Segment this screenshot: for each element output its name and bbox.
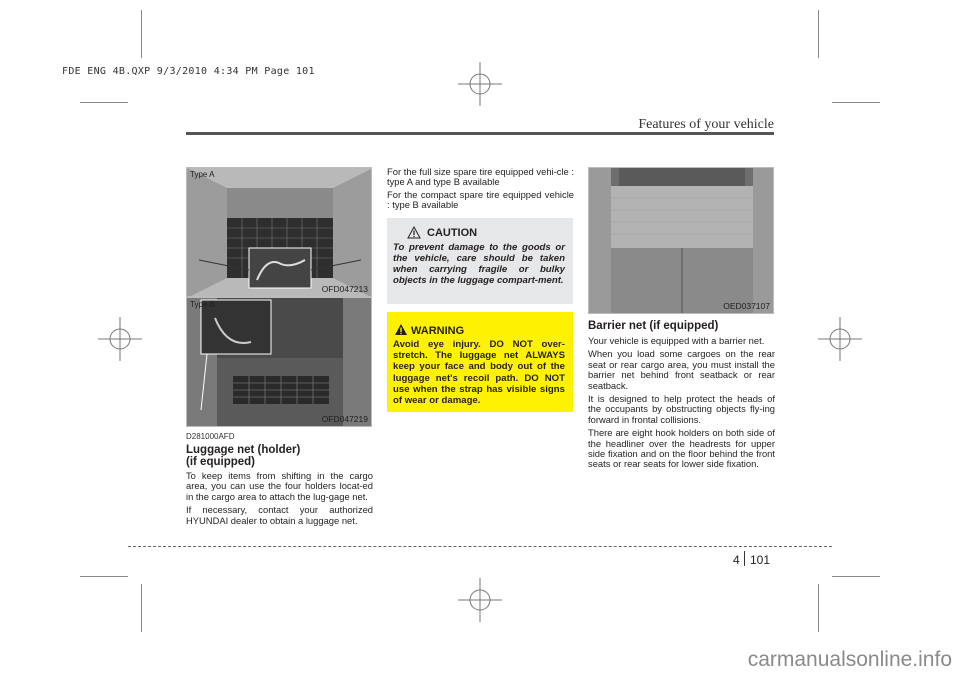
- luggage-net-body: [186, 471, 373, 526]
- luggage-net-ref-code: D281000AFD: [186, 432, 235, 441]
- luggage-net-heading-line1: Luggage net (holder): [186, 444, 301, 456]
- section-title: Features of your vehicle: [638, 117, 774, 132]
- header-rule: [186, 132, 774, 135]
- photo-code-type-b: OFD047219: [321, 414, 368, 424]
- spare-tire-note: [387, 167, 574, 211]
- barrier-net-para-1: Your vehicle is equipped with a barrier net.: [588, 335, 765, 346]
- photo-luggage-net-type-b: [186, 297, 372, 427]
- barrier-net-para-3: It is designed to help protect the heads of the occupants by obstructing objects fly-ing forward in frontal collisions.: [588, 393, 775, 425]
- spare-tire-para-2: For the compact spare tire equipped vehicle : type B available: [387, 188, 574, 211]
- page-number: 101: [750, 553, 771, 567]
- barrier-net-para-2: When you load some cargoes on the rear seat or rear cargo area, you must install the barrier net behind front seatback or rear seatback.: [588, 348, 775, 391]
- luggage-net-para-1: To keep items from shifting in the cargo area, you can use the four holders locat-ed in the cargo area to attach the lug-gage net.: [186, 470, 373, 502]
- caution-text: To prevent damage to the goods or the vehicle, care should be taken when carrying fragile or bulky objects in the luggage compart-ment.: [393, 242, 565, 286]
- watermark: carmanualsonline.info: [747, 648, 952, 671]
- warning-triangle-icon: [394, 323, 408, 336]
- page-number-divider: [744, 551, 745, 566]
- barrier-net-para-4: There are eight hook holders on both side of the headliner over the headrests for upper side fixation and on the floor behind the front seats or rear seats for lower side fixation.: [588, 427, 775, 470]
- spare-tire-para-1: For the full size spare tire equipped vehi-cle : type A and type B available: [387, 166, 574, 188]
- warning-text: Avoid eye injury. DO NOT over-stretch. The luggage net ALWAYS keep your face and body out of the luggage net's recoil path. DO NOT use when the strap has visible signs of wear or damage.: [393, 339, 565, 407]
- caution-box: [387, 218, 573, 304]
- warning-box: [387, 312, 573, 412]
- barrier-net-body: [588, 336, 775, 470]
- luggage-net-para-2: If necessary, contact your authorized HYUNDAI dealer to obtain a luggage net.: [186, 504, 373, 526]
- caution-title: CAUTION: [427, 227, 478, 239]
- photo-luggage-net-type-a: [186, 167, 372, 297]
- photo-tag-type-a: Type A: [190, 170, 215, 179]
- photo-barrier-net: [588, 167, 774, 314]
- print-slug: FDE ENG 4B.QXP 9/3/2010 4:34 PM Page 101: [62, 66, 315, 77]
- caution-triangle-icon: [407, 226, 421, 239]
- footer-dashed-line: [128, 546, 832, 547]
- luggage-net-heading-line2: (if equipped): [186, 456, 255, 468]
- barrier-net-heading: Barrier net (if equipped): [588, 320, 719, 332]
- warning-title: WARNING: [411, 325, 465, 337]
- chapter-number: 4: [733, 553, 740, 567]
- luggage-net-heading: [186, 444, 300, 468]
- photo-tag-type-b: Type B: [190, 300, 215, 309]
- photo-code-barrier: OED037107: [723, 301, 770, 311]
- photo-code-type-a: OFD047213: [321, 284, 368, 294]
